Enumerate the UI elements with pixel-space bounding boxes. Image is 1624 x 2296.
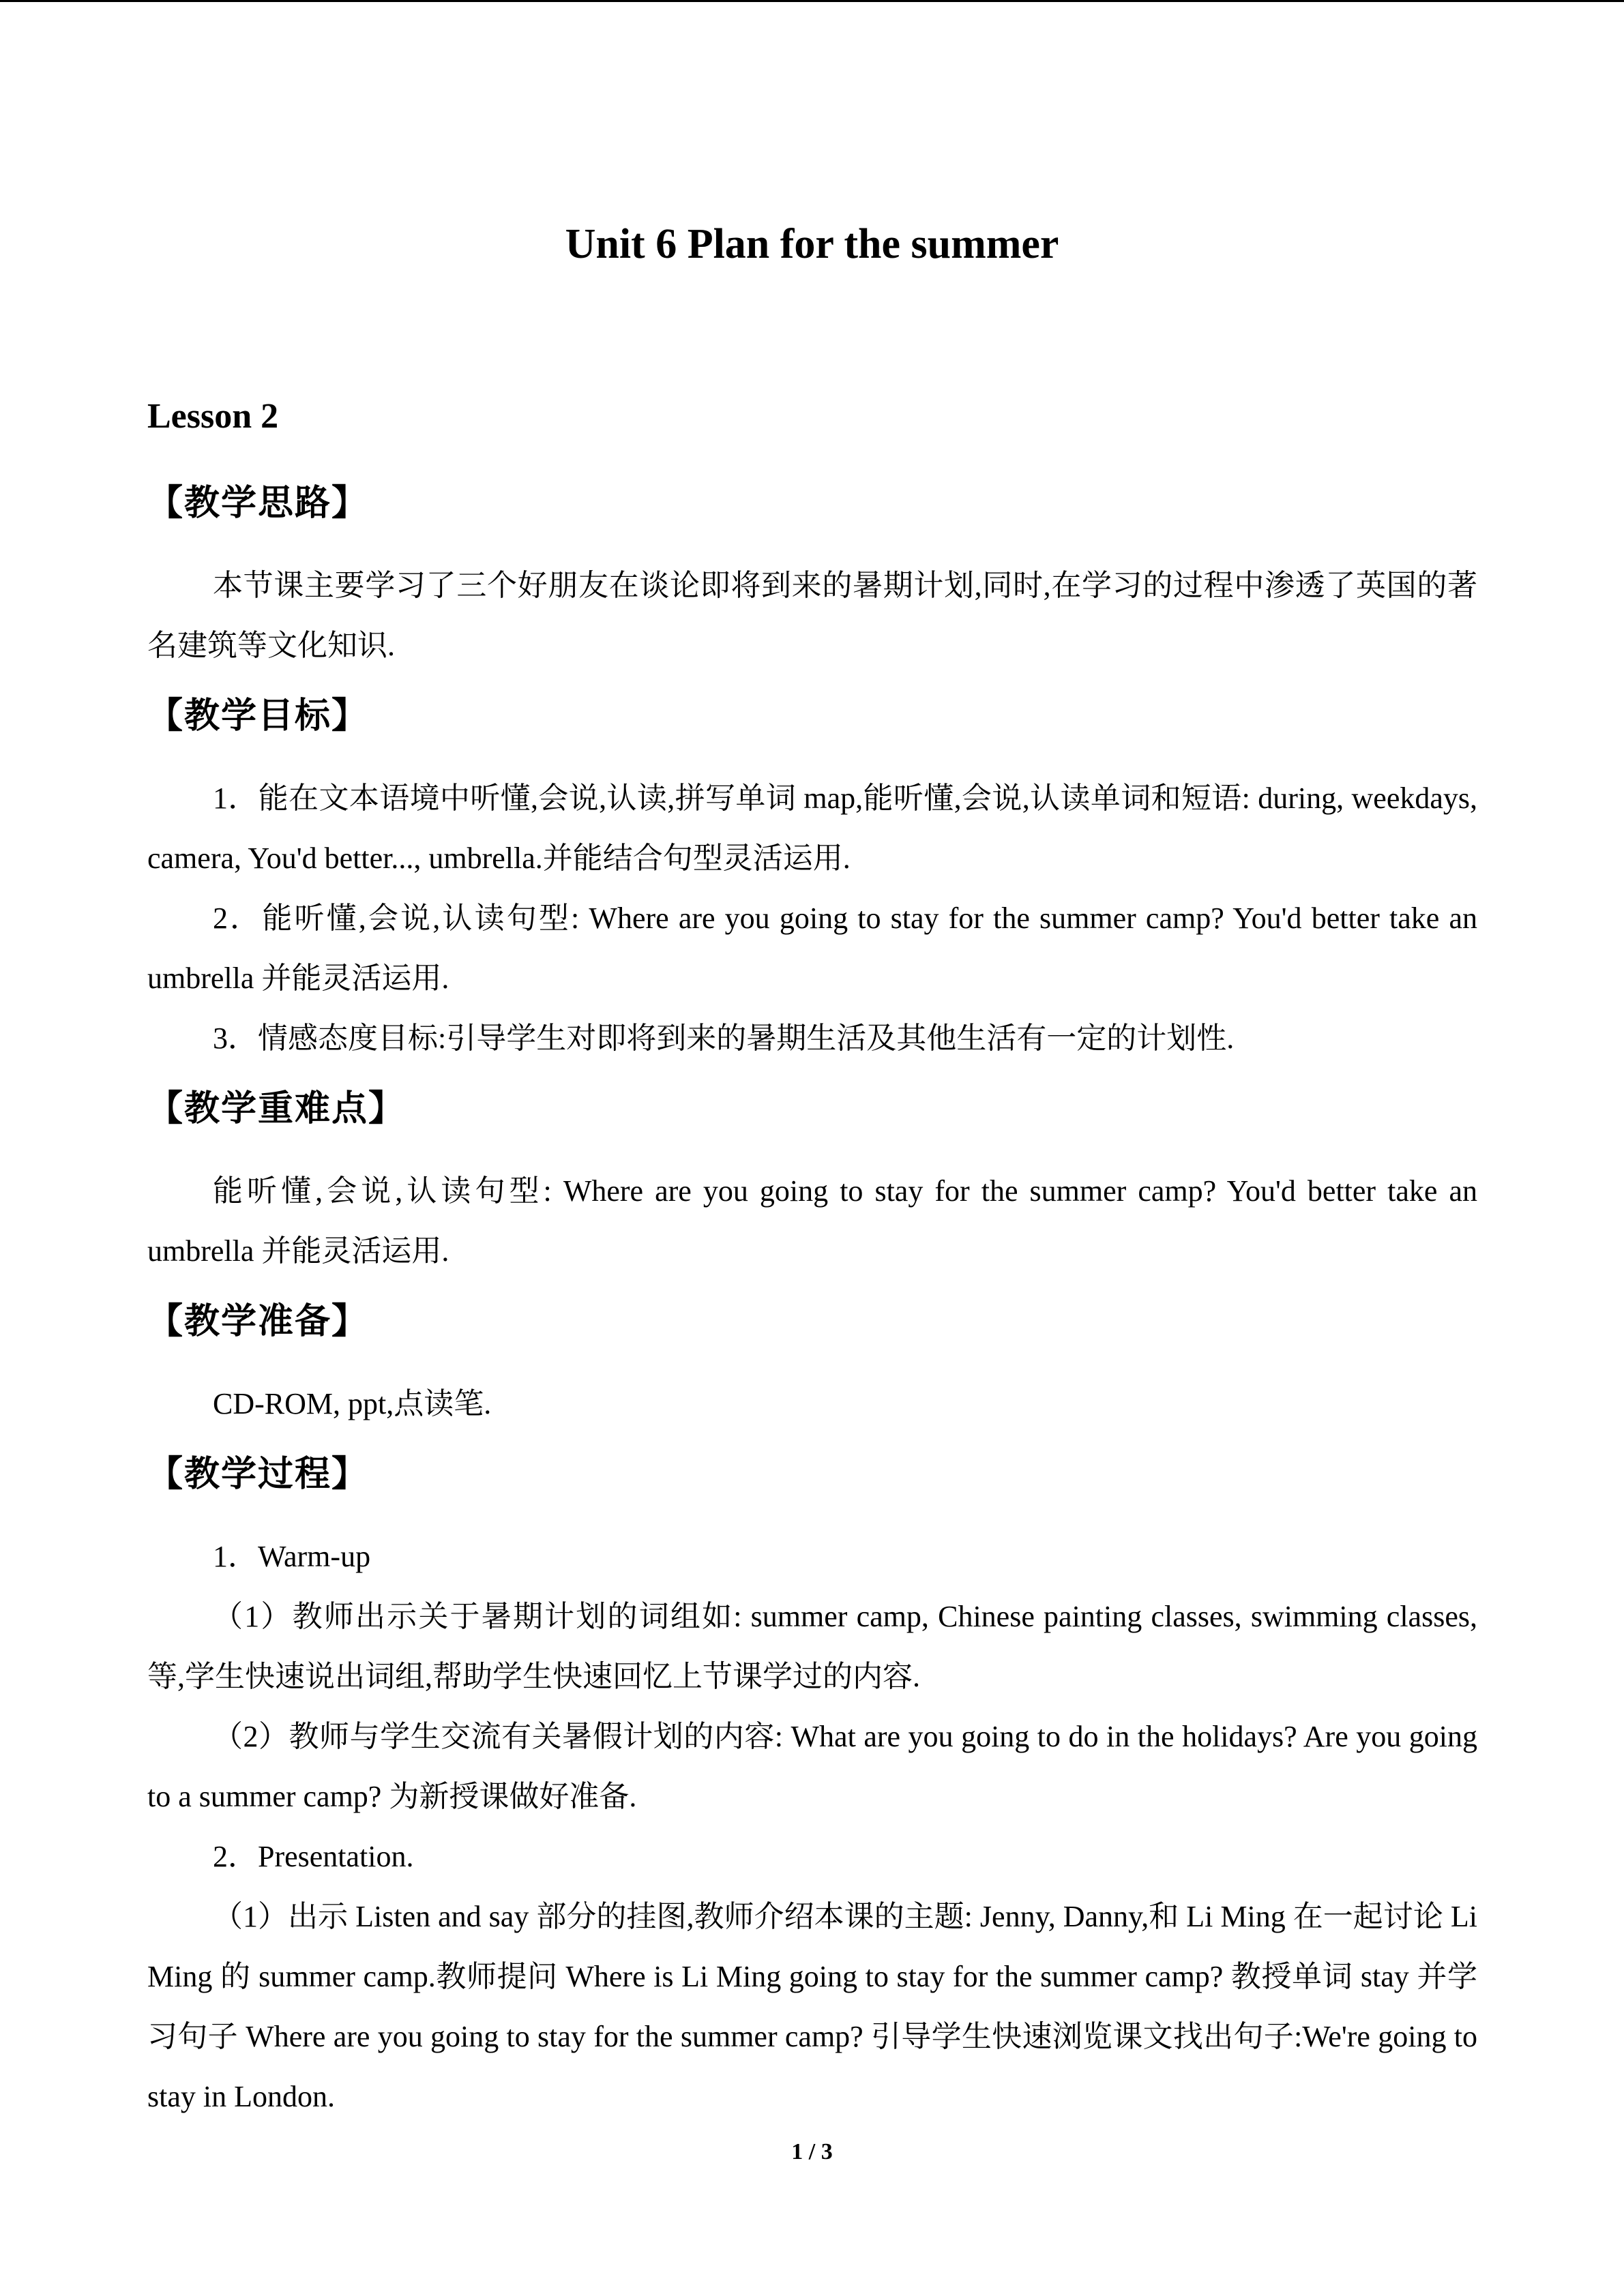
paragraph: （2）教师与学生交流有关暑假计划的内容: What are you going to do in the holidays? Are you going to a summer camp? 为新授课做好准备. (147, 1720, 1477, 1813)
lesson-label: Lesson 2 (147, 397, 279, 436)
paragraph: 本节课主要学习了三个好朋友在谈论即将到来的暑期计划,同时,在学习的过程中渗透了英国的著名建筑等文化知识. (147, 569, 1477, 662)
page-number: 1 / 3 (791, 2139, 833, 2164)
section-heading-key-points: 【教学重难点】 (147, 1088, 406, 1129)
section-heading-objectives: 【教学目标】 (147, 696, 369, 736)
page-title: Unit 6 Plan for the summer (565, 221, 1059, 267)
paragraph: 3．情感态度目标:引导学生对即将到来的暑期生活及其他生活有一定的计划性. (213, 1022, 1235, 1055)
document-body (147, 473, 1477, 2127)
paragraph: 2．Presentation. (213, 1840, 414, 1873)
paragraph: 1．能在文本语境中听懂,会说,认读,拼写单词 map,能听懂,会说,认读单词和短语: during, weekdays, camera, You'd better..., umbrella.并能结合句型灵活运用. (147, 781, 1477, 875)
section-heading-process: 【教学过程】 (147, 1454, 369, 1495)
section-heading-teaching-idea: 【教学思路】 (147, 483, 369, 524)
paragraph: （1）教师出示关于暑期计划的词组如: summer camp, Chinese painting classes, swimming classes,等,学生快速说出词组,帮助学生快速回忆上节课学过的内容. (147, 1600, 1477, 1693)
paragraph: 2．能听懂,会说,认读句型: Where are you going to stay for the summer camp? You'd better take an umbrella 并能灵活运用. (147, 901, 1477, 995)
paragraph: CD-ROM, ppt,点读笔. (213, 1387, 492, 1420)
paragraph: 1．Warm-up (213, 1540, 371, 1573)
section-heading-preparation: 【教学准备】 (147, 1301, 369, 1342)
paragraph: 能听懂,会说,认读句型: Where are you going to stay for the summer camp? You'd better take an umbrella 并能灵活运用. (147, 1174, 1477, 1268)
paragraph: （1）出示 Listen and say 部分的挂图,教师介绍本课的主题: Jenny, Danny,和 Li Ming 在一起讨论 Li Ming 的 summer camp.教师提问 Where is Li Ming going to stay for the summer camp? 教授单词 stay 并学习句子 Where are you going to stay for the summer camp? 引导学生快速浏览课文找出句子:We're going to stay in London. (147, 1900, 1477, 2113)
